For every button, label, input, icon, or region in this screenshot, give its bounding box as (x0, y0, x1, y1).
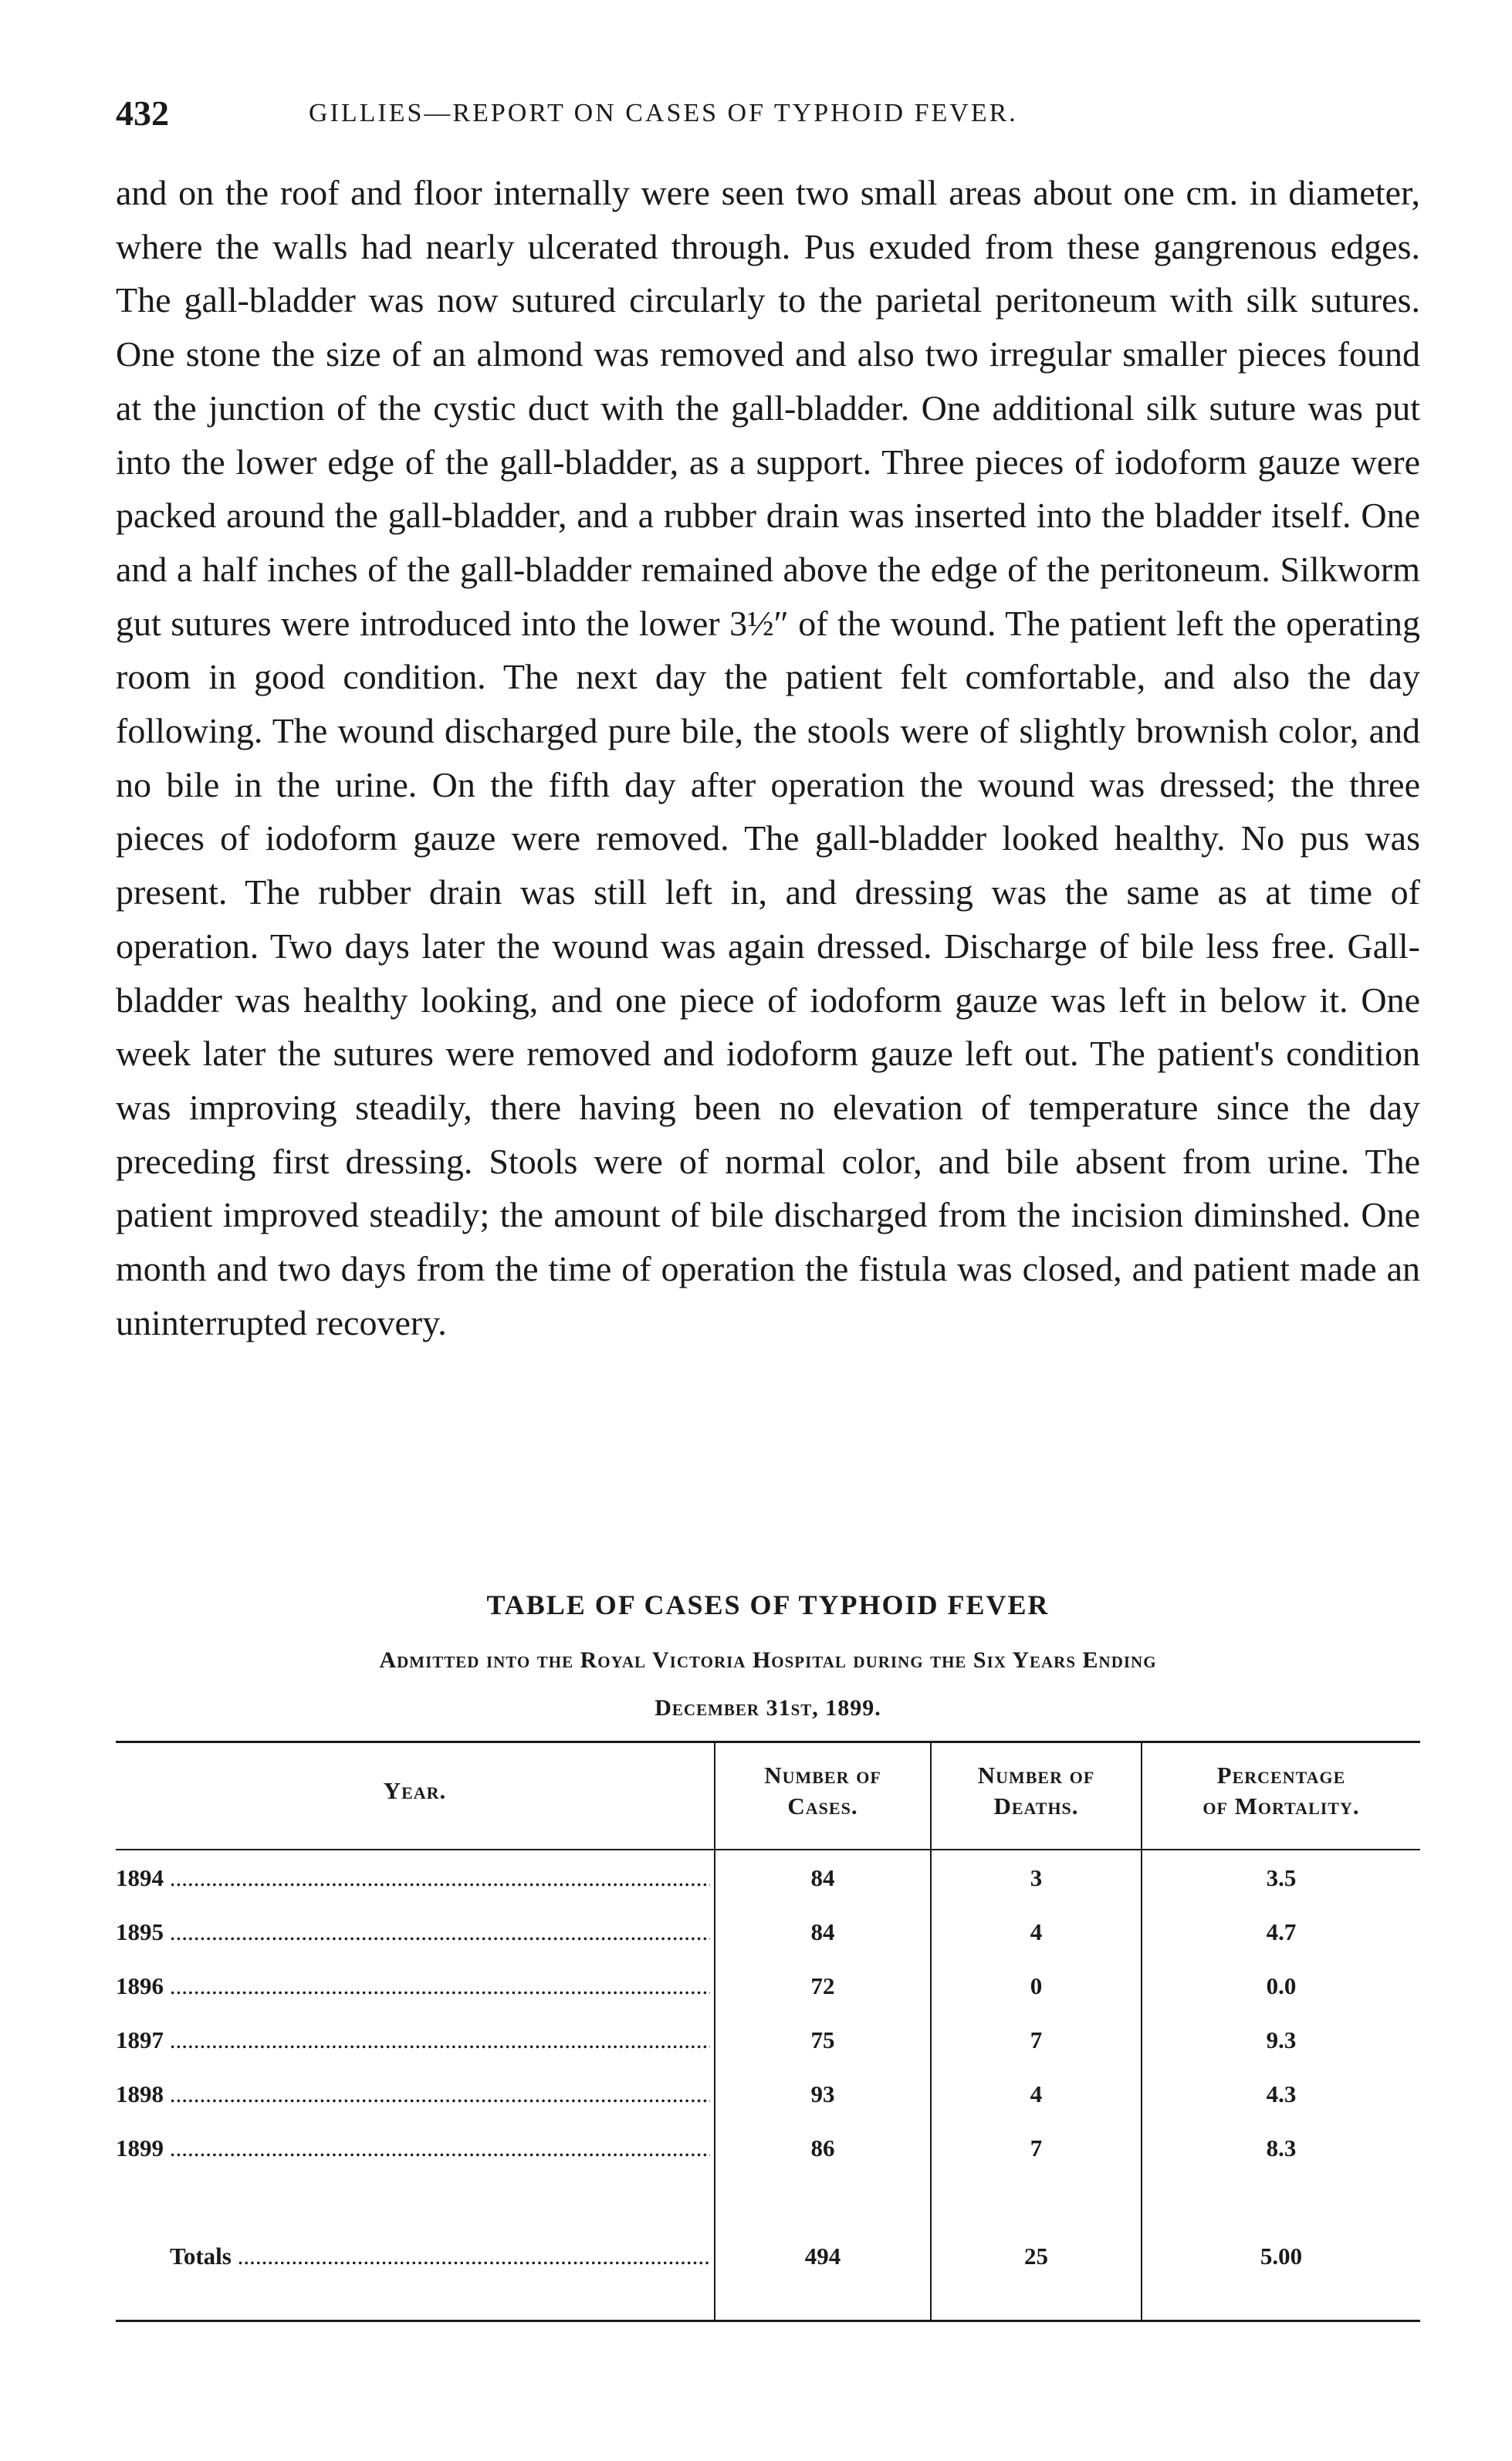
running-title: GILLIES—REPORT ON CASES OF TYPHOID FEVER. (309, 99, 1018, 127)
table-subtitle-line-2: December 31st, 1899. (655, 1695, 881, 1721)
row-percentage: 4.7 (1266, 1918, 1297, 1945)
table-row (116, 1965, 1420, 2011)
row-cases: 93 (810, 2080, 835, 2107)
totals-percentage: 5.00 (1260, 2243, 1303, 2270)
row-deaths: 7 (1030, 2134, 1043, 2161)
table-totals-row (116, 2235, 1420, 2281)
row-year: 1899 ..... (116, 2134, 710, 2162)
page-number: 432 (116, 93, 169, 133)
column-header-percentage-line-1: Percentage (1216, 1762, 1346, 1789)
row-cases: 86 (810, 2134, 835, 2161)
column-header-cases-line-2: Cases. (787, 1792, 858, 1820)
column-header-percentage (1142, 1760, 1420, 1822)
table-row (116, 2127, 1420, 2173)
table-row (116, 2019, 1420, 2065)
row-year: 1897 ..... (116, 2026, 710, 2054)
column-header-deaths-line-2: Deaths. (993, 1792, 1079, 1820)
row-year: 1898 ..... (116, 2080, 710, 2108)
table-title: TABLE OF CASES OF TYPHOID FEVER (486, 1589, 1050, 1620)
column-header-cases-line-1: Number of (764, 1762, 881, 1789)
row-deaths: 3 (1030, 1864, 1043, 1891)
table-header-rule (116, 1849, 1420, 1850)
row-percentage: 8.3 (1266, 2134, 1297, 2161)
row-deaths: 0 (1030, 1972, 1043, 1999)
row-deaths: 4 (1030, 1918, 1043, 1945)
row-year: 1895 ..... (116, 1918, 710, 1946)
row-percentage: 3.5 (1266, 1864, 1297, 1891)
row-year: 1896 ..... (116, 1972, 710, 2000)
table-subtitle-line-1: Admitted into the Royal Victoria Hospital during the Six Years Ending (379, 1647, 1157, 1673)
table-top-rule (116, 1741, 1420, 1743)
row-cases: 84 (810, 1864, 835, 1891)
row-deaths: 4 (1030, 2080, 1043, 2107)
table-row (116, 2073, 1420, 2119)
totals-label: Totals ..... (170, 2243, 710, 2270)
table-bottom-rule (116, 2320, 1420, 2322)
body-text (116, 166, 1420, 1349)
row-cases: 72 (810, 1972, 835, 1999)
totals-deaths: 25 (1024, 2243, 1048, 2270)
row-percentage: 9.3 (1266, 2026, 1297, 2053)
column-header-cases (715, 1760, 930, 1822)
row-cases: 84 (810, 1918, 835, 1945)
totals-cases: 494 (804, 2243, 841, 2270)
row-percentage: 4.3 (1266, 2080, 1297, 2107)
body-paragraph: and on the roof and floor internally were seen two small areas about one cm. in diameter, where the walls had nearly ulcerated through. Pus exuded from these gangrenous edges. The gall-bladder was now sutured circularly to the parietal peritoneum with silk sutures. One stone the size of an almond was removed and also two irregular smaller pieces found at the junction of the cystic duct with the gall-bladder. One additional silk suture was put into the lower edge of the gall-bladder, as a support. Three pieces of iodoform gauze were packed around the gall-bladder, and a rubber drain was inserted into the bladder itself. One and a half inches of the gall-bladder remained above the edge of the peritoneum. Silkworm gut sutures were introduced into the lower 3½″ of the wound. The patient left the operating room in good condition. The next day the patient felt comfortable, and also the day following. The wound discharged pure bile, the stools were of slightly brownish color, and no bile in the urine. On the fifth day after operation the wound was dressed; the three pieces of iodoform gauze were removed. The gall-bladder looked healthy. No pus was present. The rubber drain was still left in, and dressing was the same as at time of operation. Two days later the wound was again dressed. Discharge of bile less free. Gall-bladder was healthy looking, and one piece of iodoform gauze was left in below it. One week later the sutures were removed and iodoform gauze left out. The patient's condition was improving steadily, there having been no elevation of temperature since the day preceding first dressing. Stools were of normal color, and bile absent from urine. The patient improved steadily; the amount of bile discharged from the incision diminshed. One month and two days from the time of operation the fistula was closed, and patient made an uninterrupted recovery. (116, 173, 1420, 1342)
row-percentage: 0.0 (1266, 1972, 1297, 1999)
row-deaths: 7 (1030, 2026, 1043, 2053)
table-row (116, 1857, 1420, 1903)
column-header-year: Year. (383, 1777, 447, 1804)
column-header-deaths-line-1: Number of (977, 1762, 1095, 1789)
table-row (116, 1911, 1420, 1957)
column-header-percentage-line-2: of Mortality. (1202, 1792, 1360, 1820)
running-head (116, 93, 1420, 139)
row-year: 1894 ..... (116, 1864, 710, 1892)
row-cases: 75 (810, 2026, 835, 2053)
column-header-deaths (932, 1760, 1141, 1822)
table-subtitle (116, 1637, 1420, 1732)
